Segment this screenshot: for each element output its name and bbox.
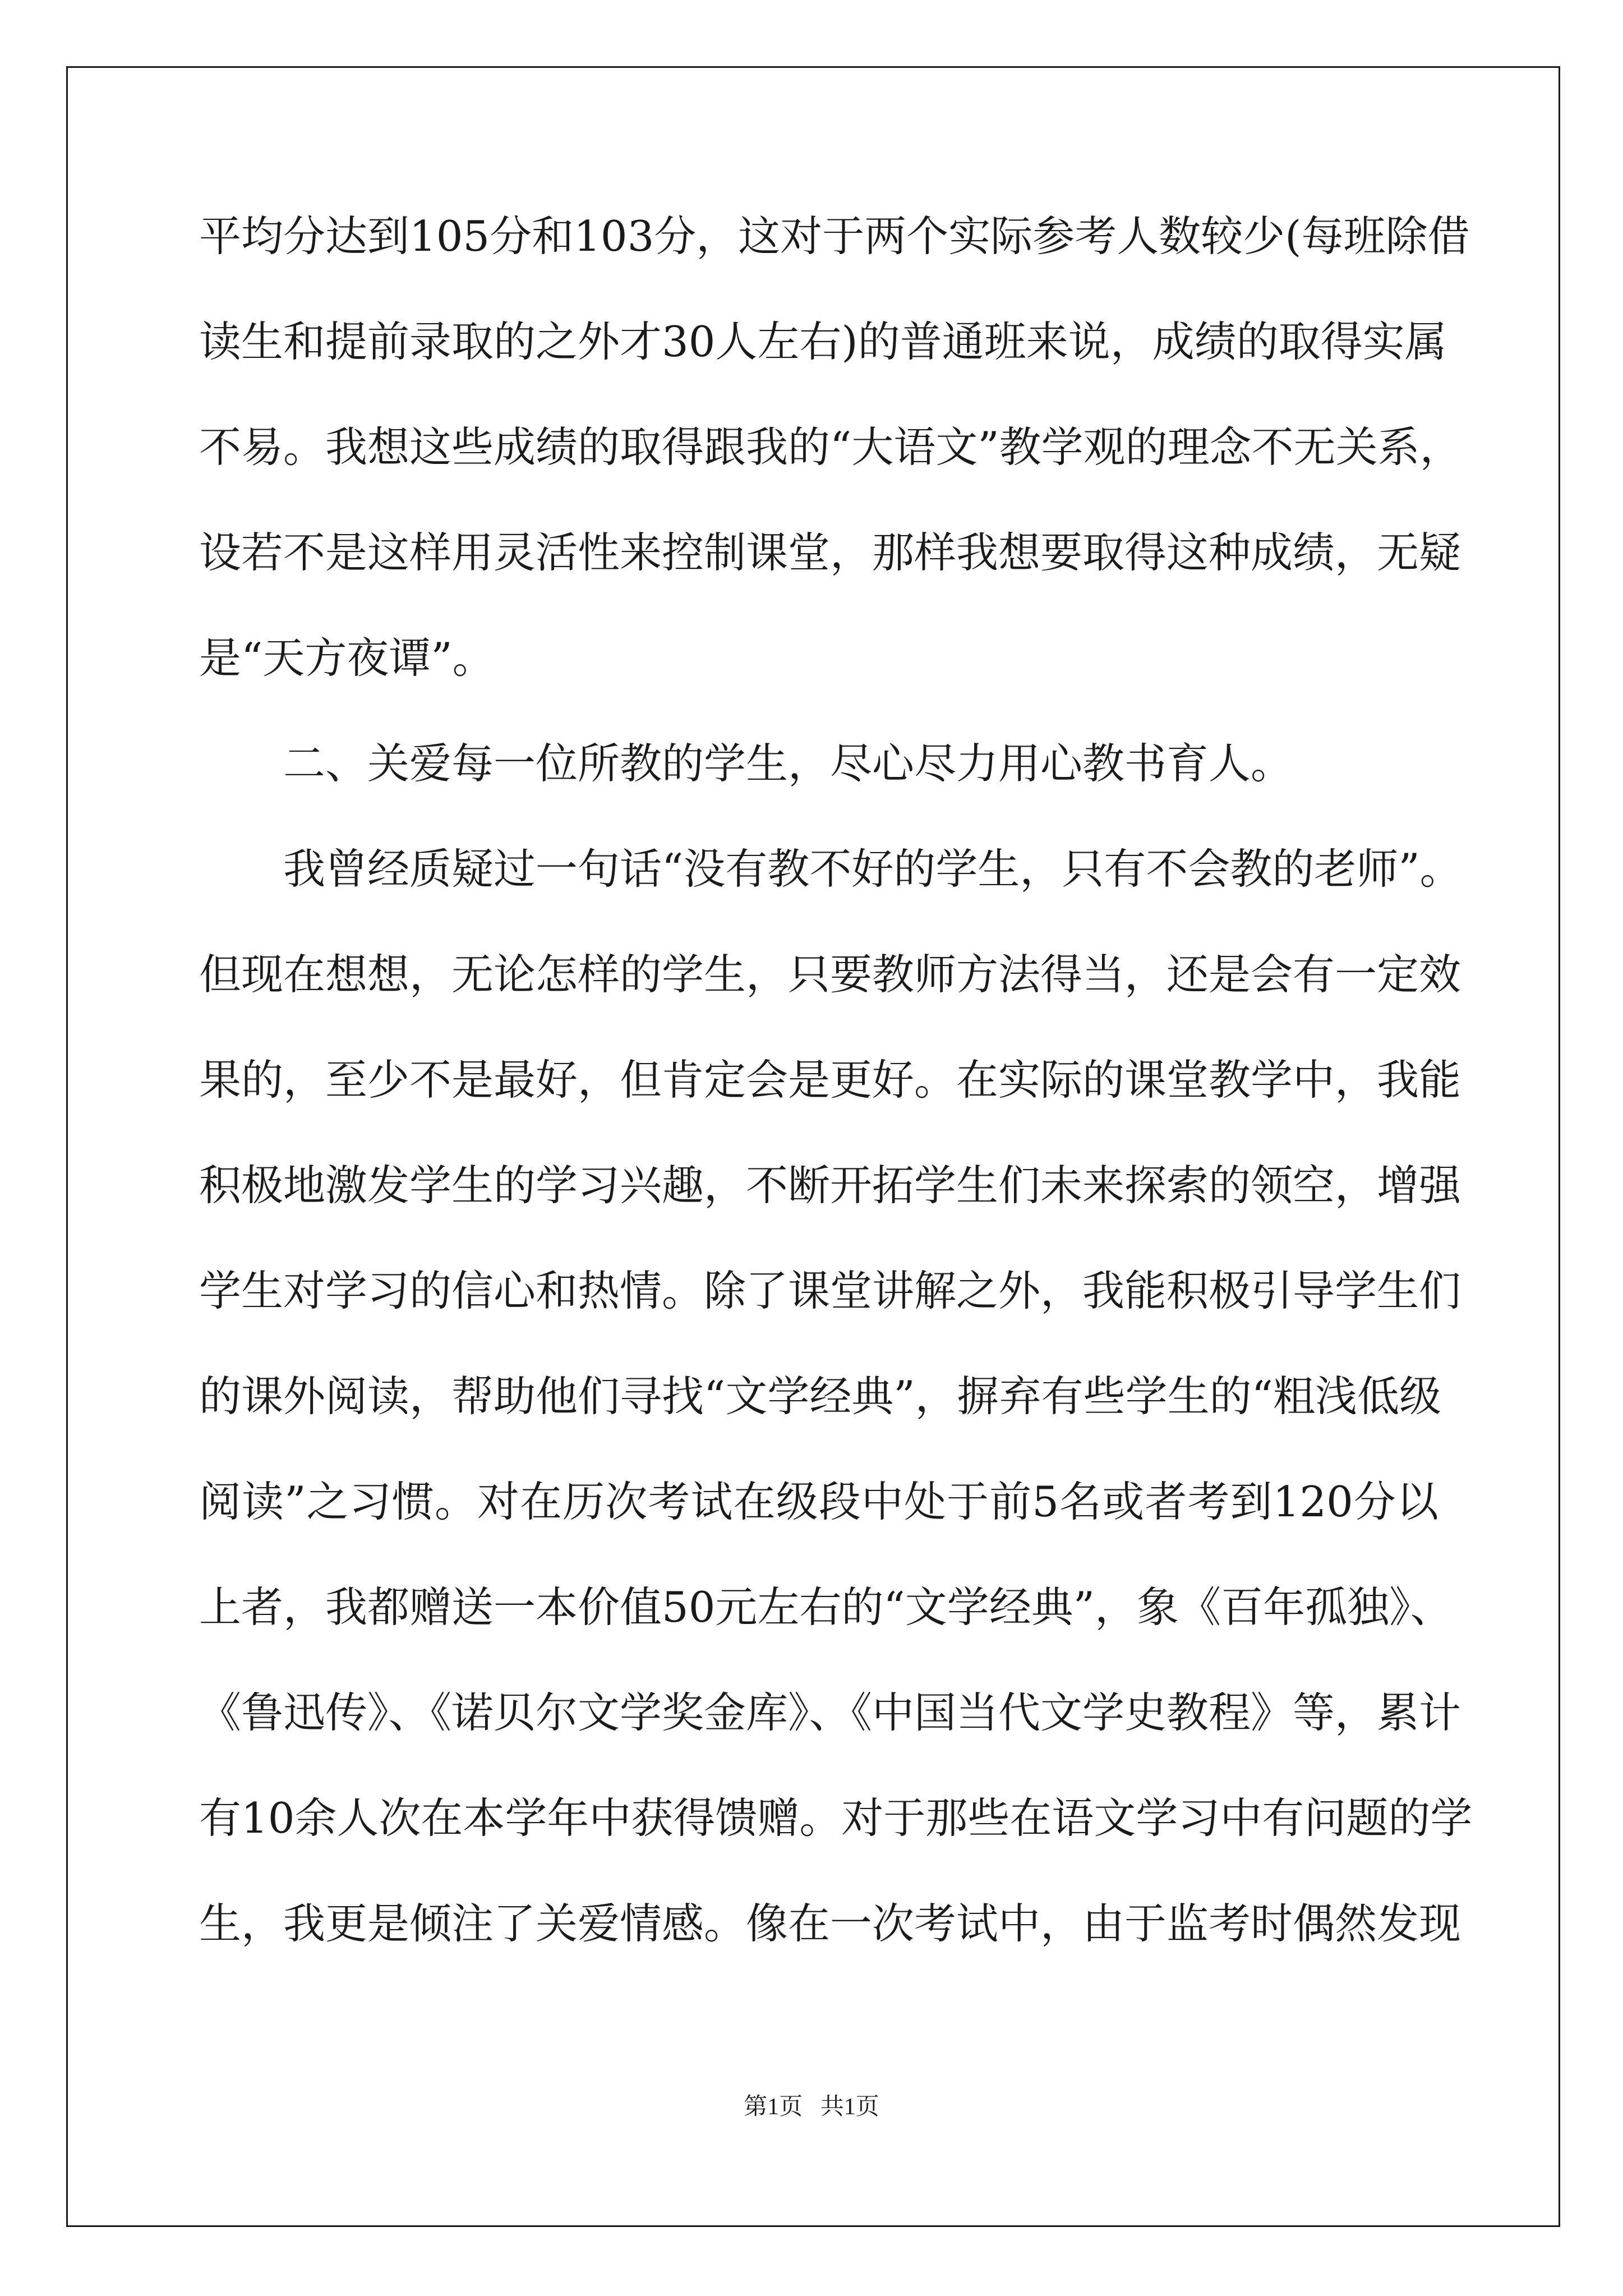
- text-line: 的课外阅读，帮助他们寻找“文学经典”，摒弃有些学生的“粗浅低级: [199, 1372, 1442, 1421]
- text-line: 读生和提前录取的之外才30人左右)的普通班来说，成绩的取得实属: [199, 317, 1447, 366]
- text-line: 有10余人次在本学年中获得馈赠。对于那些在语文学习中有问题的学: [199, 1793, 1473, 1843]
- text-line: 是“天方夜谭”。: [199, 633, 495, 683]
- text-line: 生，我更是倾注了关爱情感。像在一次考试中，由于监考时偶然发现: [199, 1899, 1461, 1948]
- document-body: [199, 210, 1473, 2003]
- text-line: 上者，我都赠送一本价值50元左右的“文学经典”，象《百年孤独》、: [199, 1582, 1453, 1632]
- text-line: 《鲁迅传》、《诺贝尔文学奖金库》、《中国当代文学史教程》等，累计: [199, 1688, 1461, 1737]
- text-line: 设若不是这样用灵活性来控制课堂，那样我想要取得这种成绩，无疑: [199, 528, 1461, 577]
- section-heading: 二、关爱每一位所教的学生，尽心尽力用心教书育人。: [283, 739, 1293, 788]
- text-line: 平均分达到105分和103分，这对于两个实际参考人数较少(每班除借: [199, 211, 1470, 261]
- text-line: 我曾经质疑过一句话“没有教不好的学生，只有不会教的老师”。: [283, 844, 1462, 894]
- text-line: 果的，至少不是最好，但肯定会是更好。在实际的课堂教学中，我能: [199, 1055, 1461, 1105]
- text-line: 积极地激发学生的学习兴趣，不断开拓学生们未来探索的领空，增强: [199, 1161, 1461, 1210]
- text-line: 阅读”之习惯。对在历次考试在级段中处于前5名或者考到120分以: [199, 1477, 1438, 1526]
- page-footer: 第1页 共1页: [744, 2094, 879, 2120]
- text-line: 但现在想想，无论怎样的学生，只要教师方法得当，还是会有一定效: [199, 950, 1461, 999]
- text-line: 不易。我想这些成绩的取得跟我的“大语文”教学观的理念不无关系，: [199, 422, 1462, 472]
- text-line: 学生对学习的信心和热情。除了课堂讲解之外，我能积极引导学生们: [199, 1266, 1461, 1315]
